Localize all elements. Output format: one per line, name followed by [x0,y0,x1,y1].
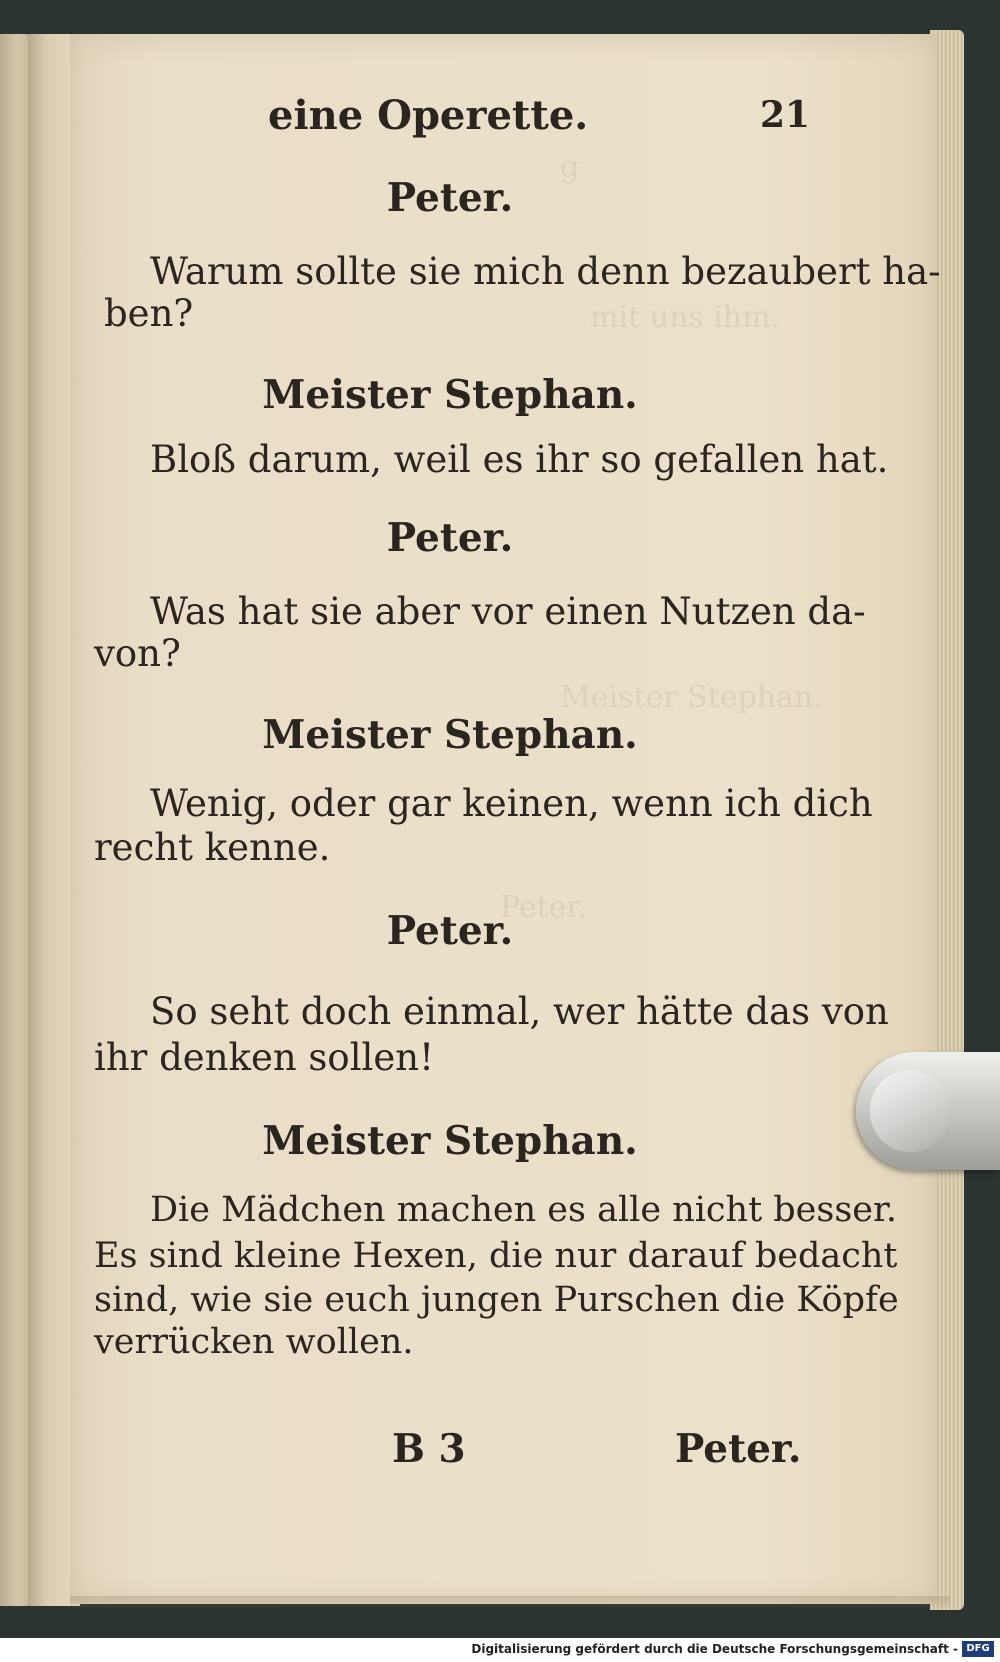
page-bottom-shadow [70,1596,950,1610]
speaker-name: Meister Stephan. [262,372,638,418]
dialogue-line: Die Mädchen machen es alle nicht besser. [150,1190,898,1230]
show-through-marks: g [560,150,580,185]
dialogue-line: von? [94,632,181,675]
dialogue-line: ihr denken sollen! [94,1036,434,1079]
speaker-name: Peter. [386,515,514,561]
speaker-name: Peter. [386,908,514,954]
dialogue-line: ben? [104,292,194,335]
page-holder-clip [856,1052,1000,1170]
dialogue-line: Es sind kleine Hexen, die nur darauf bedacht [94,1236,898,1276]
facing-page-edge [0,34,30,1606]
dfg-logo: DFG [962,1641,994,1657]
dialogue-line: Wenig, oder gar keinen, wenn ich dich [150,782,873,825]
speaker-name: Peter. [386,175,514,221]
catchword: Peter. [675,1426,802,1472]
dialogue-line: sind, wie sie euch jungen Purschen die Köpfe [94,1280,899,1320]
signature-mark: B 3 [392,1426,466,1472]
show-through-marks: Meister Stephan. [560,680,823,715]
speaker-name: Meister Stephan. [262,712,638,758]
show-through-marks: Peter. [500,890,587,925]
credit-text: Digitalisierung gefördert durch die Deutsche Forschungsgemeinschaft - [471,1642,958,1656]
dialogue-line: Warum sollte sie mich denn bezaubert ha- [150,250,941,293]
show-through-marks: mit uns ihm. [590,300,781,335]
speaker-name: Meister Stephan. [262,1118,638,1164]
dialogue-line: verrücken wollen. [94,1322,414,1362]
running-head: eine Operette. [268,92,589,139]
dialogue-line: Was hat sie aber vor einen Nutzen da- [150,590,866,633]
dialogue-line: Bloß darum, weil es ihr so gefallen hat. [150,438,889,481]
dialogue-line: recht kenne. [94,826,331,869]
page-number: 21 [760,94,811,136]
dialogue-line: So seht doch einmal, wer hätte das von [150,990,889,1033]
